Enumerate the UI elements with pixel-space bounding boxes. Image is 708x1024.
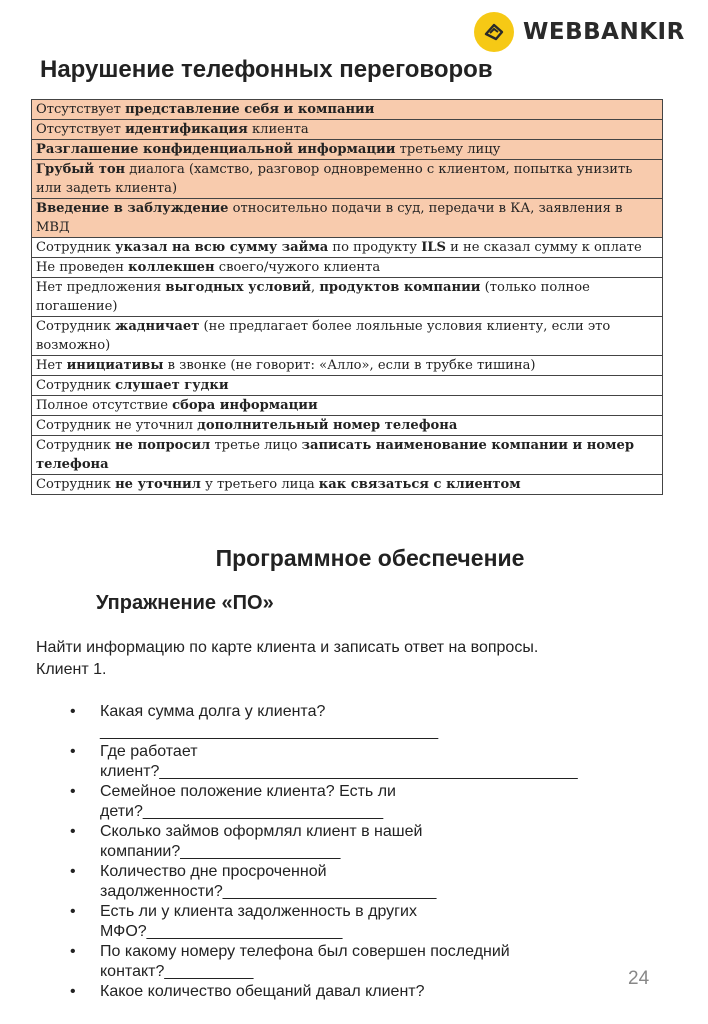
violation-text: Нет bbox=[36, 358, 67, 373]
violation-text: Отсутствует bbox=[36, 122, 126, 137]
intro-client: Клиент 1. bbox=[36, 661, 107, 678]
intro-line: Найти информацию по карте клиента и записать ответ на вопросы. bbox=[36, 639, 539, 656]
violation-key-phrase: представление себя и компании bbox=[125, 102, 375, 117]
violation-key-phrase: выгодных условий bbox=[165, 280, 311, 295]
violation-key-phrase: слушает гудки bbox=[115, 378, 229, 393]
violation-text: Сотрудник не уточнил bbox=[36, 418, 198, 433]
violation-key-phrase: дополнительный номер телефона bbox=[197, 418, 458, 433]
questions-list bbox=[70, 702, 578, 1002]
violation-key-phrase: не уточнил bbox=[115, 477, 201, 492]
table-row bbox=[32, 376, 663, 396]
violation-cell bbox=[32, 396, 663, 416]
violation-text: третье лицо bbox=[210, 438, 302, 453]
brand-name: WEBBANKIR bbox=[523, 19, 685, 45]
violation-text: и не сказал сумму к оплате bbox=[445, 240, 642, 255]
violation-text: диалога (хамство, разговор одновременно с клиентом, попытка унизить или задеть клиента) bbox=[36, 162, 633, 196]
violation-text: своего/чужого клиента bbox=[214, 260, 381, 275]
violation-text: Сотрудник bbox=[36, 438, 116, 453]
violation-cell bbox=[32, 278, 663, 317]
table-row bbox=[32, 258, 663, 278]
question-text: Количество дне просроченной задолженности?________________________ bbox=[100, 863, 437, 900]
list-item bbox=[70, 862, 578, 902]
table-row bbox=[32, 278, 663, 317]
violation-text: Отсутствует bbox=[36, 102, 126, 117]
table-row bbox=[32, 120, 663, 140]
question-text: Какая сумма долга у клиента? ______________________________________ bbox=[100, 703, 439, 740]
violation-key-phrase: сбора информации bbox=[172, 398, 318, 413]
table-row bbox=[32, 356, 663, 376]
table-row bbox=[32, 436, 663, 475]
violation-cell bbox=[32, 120, 663, 140]
bullet-icon: • bbox=[70, 743, 76, 760]
exercise-title: Упражнение «ПО» bbox=[96, 592, 274, 614]
violation-cell bbox=[32, 199, 663, 238]
violations-table bbox=[31, 99, 663, 495]
violation-cell bbox=[32, 100, 663, 120]
violation-text: Сотрудник bbox=[36, 240, 116, 255]
question-text: Где работает клиент?_______________________________________________ bbox=[100, 743, 578, 780]
violation-key-phrase: коллекшен bbox=[128, 260, 215, 275]
violation-text: третьему лицу bbox=[395, 142, 501, 157]
violation-key-phrase: Грубый тон bbox=[36, 162, 126, 177]
violation-text: (не предлагает более лояльные условия клиенту, если это возможно) bbox=[36, 319, 611, 353]
violation-key-phrase: как связаться с клиентом bbox=[318, 477, 521, 492]
table-row bbox=[32, 199, 663, 238]
violation-key-phrase: Разглашение конфиденциальной информации bbox=[36, 142, 396, 157]
violation-text: у третьего лица bbox=[200, 477, 319, 492]
question-text: По какому номеру телефона был совершен последний контакт?__________ bbox=[100, 943, 510, 980]
bullet-icon: • bbox=[70, 943, 76, 960]
list-item bbox=[70, 742, 578, 782]
violation-cell bbox=[32, 376, 663, 396]
violation-cell bbox=[32, 238, 663, 258]
table-row bbox=[32, 416, 663, 436]
question-text: Семейное положение клиента? Есть ли дети?___________________________ bbox=[100, 783, 396, 820]
table-row bbox=[32, 475, 663, 495]
violation-cell bbox=[32, 160, 663, 199]
violation-cell bbox=[32, 317, 663, 356]
question-text: Сколько займов оформлял клиент в нашей компании?__________________ bbox=[100, 823, 423, 860]
violation-text: клиента bbox=[247, 122, 309, 137]
violation-key-phrase: инициативы bbox=[66, 358, 164, 373]
section-title: Программное обеспечение bbox=[215, 545, 525, 571]
violation-key-phrase: записать наименование компании и номер телефона bbox=[36, 438, 634, 472]
violation-cell bbox=[32, 356, 663, 376]
table-row bbox=[32, 317, 663, 356]
bullet-icon: • bbox=[70, 863, 76, 880]
violation-text: относительно подачи в суд, передачи в КА, заявления в МВД bbox=[36, 201, 623, 235]
list-item bbox=[70, 702, 578, 742]
violation-cell bbox=[32, 140, 663, 160]
list-item bbox=[70, 942, 578, 982]
exercise-intro bbox=[36, 637, 538, 681]
violation-text: Полное отсутствие bbox=[36, 398, 173, 413]
list-item bbox=[70, 782, 578, 822]
violation-cell bbox=[32, 416, 663, 436]
violation-key-phrase: жадничает bbox=[115, 319, 200, 334]
table-row bbox=[32, 396, 663, 416]
question-text: Есть ли у клиента задолженность в других МФО?______________________ bbox=[100, 903, 417, 940]
violation-cell bbox=[32, 436, 663, 475]
violation-key-phrase: Введение в заблуждение bbox=[36, 201, 229, 216]
page-title: Нарушение телефонных переговоров bbox=[40, 56, 493, 83]
violation-text: Сотрудник bbox=[36, 319, 116, 334]
table-row bbox=[32, 140, 663, 160]
violation-key-phrase: идентификация bbox=[125, 122, 248, 137]
bullet-icon: • bbox=[70, 903, 76, 920]
page-number: 24 bbox=[628, 968, 650, 989]
table-row bbox=[32, 160, 663, 199]
bullet-icon: • bbox=[70, 783, 76, 800]
webbankir-logo-icon bbox=[474, 12, 514, 52]
violation-text: Сотрудник bbox=[36, 477, 116, 492]
violation-key-phrase: ILS bbox=[421, 240, 446, 255]
list-item bbox=[70, 902, 578, 942]
question-text: Какое количество обещаний давал клиент? bbox=[100, 983, 425, 1000]
violation-text: Сотрудник bbox=[36, 378, 116, 393]
list-item bbox=[70, 822, 578, 862]
violation-cell bbox=[32, 258, 663, 278]
bullet-icon: • bbox=[70, 823, 76, 840]
table-row bbox=[32, 238, 663, 258]
table-row bbox=[32, 100, 663, 120]
violation-text: , bbox=[311, 280, 320, 295]
bullet-icon: • bbox=[70, 983, 76, 1000]
violation-text: (только полное погашение) bbox=[36, 280, 590, 314]
violation-cell bbox=[32, 475, 663, 495]
violation-text: по продукту bbox=[328, 240, 422, 255]
violation-key-phrase: не попросил bbox=[115, 438, 211, 453]
violation-key-phrase: указал на всю сумму займа bbox=[115, 240, 329, 255]
list-item bbox=[70, 982, 578, 1002]
brand-logo bbox=[474, 12, 699, 52]
violation-text: в звонке (не говорит: «Алло», если в трубке тишина) bbox=[163, 358, 536, 373]
bullet-icon: • bbox=[70, 703, 76, 720]
violation-text: Нет предложения bbox=[36, 280, 166, 295]
violation-text: Не проведен bbox=[36, 260, 129, 275]
violation-key-phrase: продуктов компании bbox=[319, 280, 481, 295]
